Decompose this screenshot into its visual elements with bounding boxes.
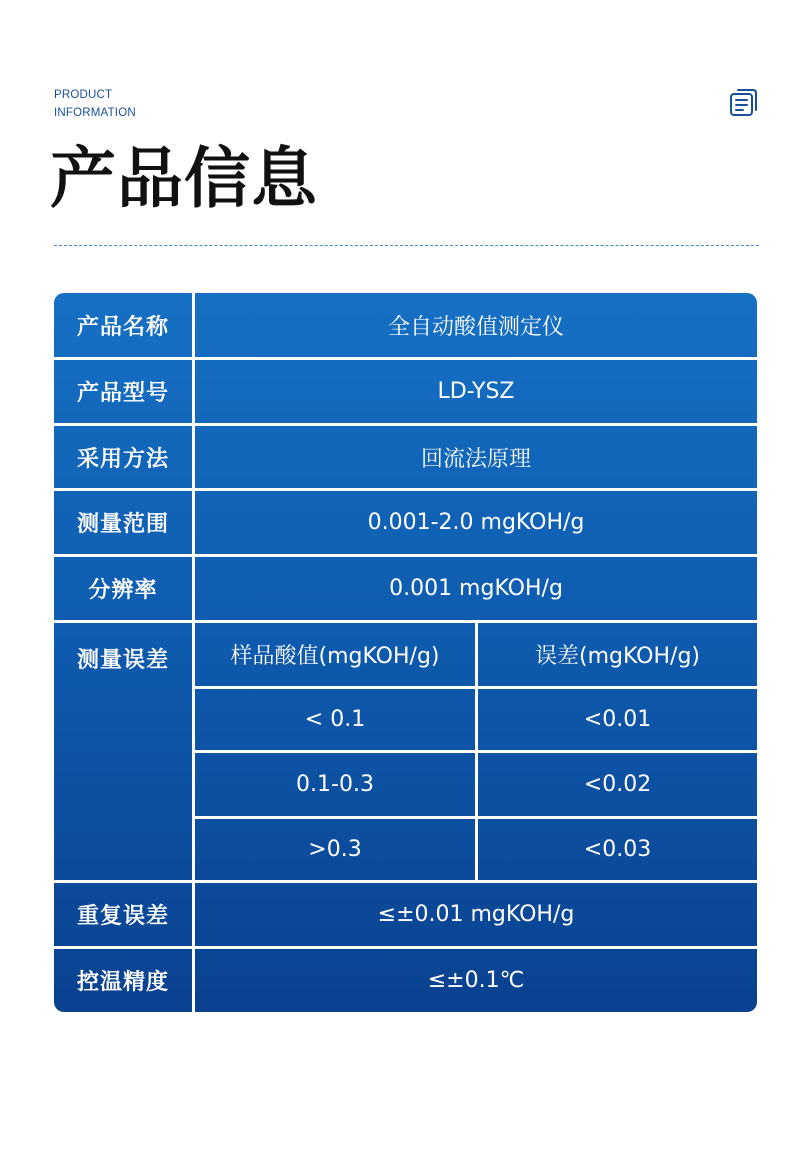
column-divider-main [192,293,195,1012]
value-product-model: LD-YSZ [437,379,515,404]
value-resolution: 0.001 mgKOH/g [389,576,563,601]
label-measurement-error: 测量误差 [76,648,169,673]
label-product-model: 产品型号 [76,381,169,406]
error-header-tolerance: 误差(mgKOH/g) [534,644,701,669]
value-product-name: 全自动酸值测定仪 [387,314,564,340]
label-method: 采用方法 [76,446,169,472]
row-divider-sub [195,686,757,689]
row-divider [54,488,757,491]
row-divider-sub [195,750,757,753]
error-row-2-tolerance: <0.02 [583,772,652,797]
eyebrow-label [54,86,136,122]
label-product-name: 产品名称 [76,314,169,340]
row-divider [54,357,757,360]
error-row-2-sample: 0.1-0.3 [296,772,374,797]
document-icon [728,86,760,118]
row-divider [54,620,757,623]
row-divider [54,946,757,949]
label-resolution: 分辨率 [88,578,158,603]
section-divider [54,245,759,246]
label-range: 测量范围 [76,512,169,537]
value-range: 0.001-2.0 mgKOH/g [367,510,585,535]
label-repeatability: 重复误差 [76,904,169,929]
value-temp-accuracy: ≤±0.1℃ [427,968,525,993]
value-method: 回流法原理 [420,446,531,472]
product-spec-table [54,293,757,1012]
row-divider [54,880,757,883]
row-divider-sub [195,816,757,819]
error-row-1-tolerance: <0.01 [583,707,652,732]
error-header-sample: 样品酸值(mgKOH/g) [230,644,440,669]
label-temp-accuracy: 控温精度 [76,970,169,995]
value-repeatability: ≤±0.01 mgKOH/g [377,902,575,927]
eyebrow-line-2: INFORMATION [54,107,136,119]
row-divider [54,423,757,426]
eyebrow-line-1: PRODUCT [54,89,113,101]
page-title: 产品信息 [50,139,318,217]
error-row-3-tolerance: <0.03 [583,837,652,862]
error-row-1-sample: < 0.1 [304,707,366,732]
row-divider [54,554,757,557]
error-row-3-sample: >0.3 [308,837,362,862]
